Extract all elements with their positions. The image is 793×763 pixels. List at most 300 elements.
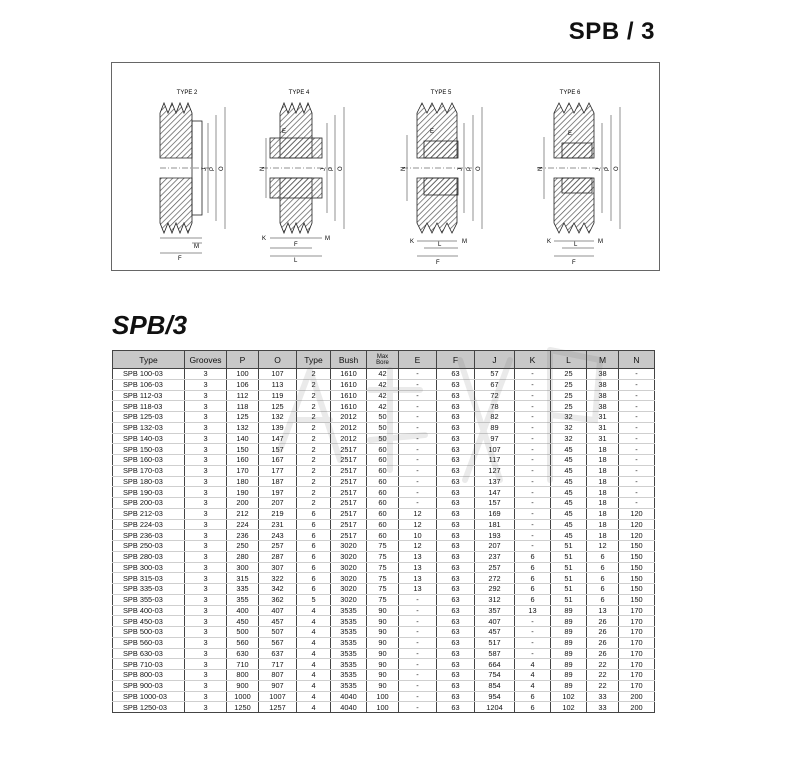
cell-e: - <box>399 670 437 681</box>
cell-n: - <box>619 433 655 444</box>
cell-drawing-type: 2 <box>297 369 331 380</box>
cell-e: - <box>399 412 437 423</box>
cell-f: 63 <box>437 648 475 659</box>
cell-l: 51 <box>551 551 587 562</box>
cell-type: SPB 180-03 <box>113 476 185 487</box>
cell-j: 169 <box>475 508 515 519</box>
table-row <box>113 412 655 423</box>
cell-grooves: 3 <box>185 433 227 444</box>
cell-grooves: 3 <box>185 541 227 552</box>
cell-n: 150 <box>619 573 655 584</box>
cell-o: 1007 <box>259 691 297 702</box>
cell-grooves: 3 <box>185 627 227 638</box>
cell-f: 63 <box>437 412 475 423</box>
cell-p: 560 <box>227 637 259 648</box>
cell-type: SPB 900-03 <box>113 680 185 691</box>
cell-k: - <box>515 648 551 659</box>
cell-k: - <box>515 422 551 433</box>
cell-l: 32 <box>551 412 587 423</box>
cell-e: - <box>399 476 437 487</box>
cell-m: 38 <box>587 390 619 401</box>
cell-f: 63 <box>437 487 475 498</box>
cell-type: SPB 100-03 <box>113 369 185 380</box>
cell-max-bore: 60 <box>367 498 399 509</box>
cell-max-bore: 42 <box>367 401 399 412</box>
cell-e: - <box>399 455 437 466</box>
col-header-m: M <box>587 351 619 369</box>
cell-max-bore: 90 <box>367 616 399 627</box>
cell-n: - <box>619 498 655 509</box>
type6-dim-p: P <box>605 166 611 171</box>
type4-dim-n: N <box>260 166 266 171</box>
cell-f: 63 <box>437 670 475 681</box>
cell-o: 125 <box>259 401 297 412</box>
table-row <box>113 702 655 713</box>
cell-l: 25 <box>551 379 587 390</box>
cell-drawing-type: 6 <box>297 530 331 541</box>
table-row <box>113 594 655 605</box>
spec-table <box>112 350 655 713</box>
cell-max-bore: 75 <box>367 541 399 552</box>
cell-grooves: 3 <box>185 476 227 487</box>
cell-m: 38 <box>587 401 619 412</box>
cell-k: - <box>515 401 551 412</box>
cell-m: 33 <box>587 691 619 702</box>
cell-m: 18 <box>587 455 619 466</box>
type6-dim-m: M <box>598 239 603 245</box>
cell-e: - <box>399 390 437 401</box>
cell-k: 6 <box>515 551 551 562</box>
max-bore-line2: Bore <box>376 359 389 366</box>
cell-f: 63 <box>437 530 475 541</box>
cell-k: 6 <box>515 584 551 595</box>
cell-p: 125 <box>227 412 259 423</box>
cell-type: SPB 280-03 <box>113 551 185 562</box>
cell-n: - <box>619 422 655 433</box>
cell-max-bore: 75 <box>367 573 399 584</box>
cell-max-bore: 42 <box>367 379 399 390</box>
cell-j: 67 <box>475 379 515 390</box>
cell-bush: 2517 <box>331 519 367 530</box>
cell-grooves: 3 <box>185 584 227 595</box>
cell-o: 567 <box>259 637 297 648</box>
cell-n: 170 <box>619 637 655 648</box>
type6-dim-k: K <box>547 239 552 245</box>
cell-n: 150 <box>619 551 655 562</box>
cell-m: 6 <box>587 573 619 584</box>
table-row <box>113 369 655 380</box>
table-row <box>113 648 655 659</box>
cell-f: 63 <box>437 702 475 713</box>
cell-o: 147 <box>259 433 297 444</box>
cell-e: - <box>399 659 437 670</box>
type5-dim-k: K <box>410 239 415 245</box>
cell-bush: 1610 <box>331 390 367 401</box>
cell-p: 300 <box>227 562 259 573</box>
cell-j: 137 <box>475 476 515 487</box>
cell-j: 312 <box>475 594 515 605</box>
cell-type: SPB 355-03 <box>113 594 185 605</box>
cell-p: 200 <box>227 498 259 509</box>
cell-o: 177 <box>259 465 297 476</box>
cell-e: - <box>399 401 437 412</box>
cell-max-bore: 60 <box>367 508 399 519</box>
cell-f: 63 <box>437 519 475 530</box>
cell-n: 170 <box>619 680 655 691</box>
cell-k: - <box>515 465 551 476</box>
cell-drawing-type: 6 <box>297 573 331 584</box>
cell-o: 637 <box>259 648 297 659</box>
table-row <box>113 541 655 552</box>
cell-max-bore: 42 <box>367 390 399 401</box>
cell-j: 107 <box>475 444 515 455</box>
cell-e: - <box>399 702 437 713</box>
cell-p: 236 <box>227 530 259 541</box>
cell-k: - <box>515 519 551 530</box>
cell-max-bore: 90 <box>367 648 399 659</box>
cell-drawing-type: 2 <box>297 487 331 498</box>
cell-o: 119 <box>259 390 297 401</box>
cell-f: 63 <box>437 691 475 702</box>
type4-dim-o: O <box>338 166 344 171</box>
cell-o: 407 <box>259 605 297 616</box>
cell-max-bore: 60 <box>367 519 399 530</box>
cell-m: 18 <box>587 444 619 455</box>
cell-grooves: 3 <box>185 498 227 509</box>
cell-o: 167 <box>259 455 297 466</box>
cell-bush: 3535 <box>331 637 367 648</box>
cell-drawing-type: 5 <box>297 594 331 605</box>
type5-dim-f: F <box>436 260 440 266</box>
cell-f: 63 <box>437 476 475 487</box>
cell-f: 63 <box>437 422 475 433</box>
cell-max-bore: 60 <box>367 530 399 541</box>
cell-bush: 2517 <box>331 465 367 476</box>
cell-m: 26 <box>587 627 619 638</box>
table-row <box>113 584 655 595</box>
type2-dim-f: F <box>178 256 182 262</box>
cell-type: SPB 140-03 <box>113 433 185 444</box>
cell-drawing-type: 4 <box>297 637 331 648</box>
table-row <box>113 551 655 562</box>
cell-drawing-type: 4 <box>297 691 331 702</box>
cell-f: 63 <box>437 562 475 573</box>
cell-type: SPB 800-03 <box>113 670 185 681</box>
cell-bush: 2517 <box>331 487 367 498</box>
cell-grooves: 3 <box>185 616 227 627</box>
table-row <box>113 637 655 648</box>
cell-bush: 4040 <box>331 691 367 702</box>
cell-k: 6 <box>515 573 551 584</box>
table-row <box>113 455 655 466</box>
type6-dim-j: J <box>596 168 602 171</box>
cell-l: 32 <box>551 433 587 444</box>
type4-dim-p: P <box>329 166 335 171</box>
cell-l: 89 <box>551 670 587 681</box>
cell-l: 51 <box>551 562 587 573</box>
col-header-type: Type <box>113 351 185 369</box>
cell-grooves: 3 <box>185 594 227 605</box>
cell-m: 18 <box>587 498 619 509</box>
cell-drawing-type: 6 <box>297 519 331 530</box>
cell-m: 6 <box>587 551 619 562</box>
cell-j: 272 <box>475 573 515 584</box>
cell-l: 89 <box>551 605 587 616</box>
cell-bush: 2012 <box>331 412 367 423</box>
cell-k: - <box>515 455 551 466</box>
type5-dim-m: M <box>462 239 467 245</box>
cell-l: 32 <box>551 422 587 433</box>
cell-p: 500 <box>227 627 259 638</box>
cell-type: SPB 190-03 <box>113 487 185 498</box>
type4-dim-e: E <box>282 129 287 135</box>
cell-j: 82 <box>475 412 515 423</box>
cell-bush: 3535 <box>331 670 367 681</box>
cell-k: - <box>515 412 551 423</box>
col-header-k: K <box>515 351 551 369</box>
cell-k: 6 <box>515 691 551 702</box>
cell-f: 63 <box>437 605 475 616</box>
cell-type: SPB 300-03 <box>113 562 185 573</box>
cell-grooves: 3 <box>185 487 227 498</box>
cell-m: 12 <box>587 541 619 552</box>
cell-grooves: 3 <box>185 573 227 584</box>
cell-p: 450 <box>227 616 259 627</box>
cell-m: 38 <box>587 369 619 380</box>
cell-f: 63 <box>437 444 475 455</box>
cell-j: 117 <box>475 455 515 466</box>
type4-drawing <box>260 90 344 264</box>
cell-type: SPB 212-03 <box>113 508 185 519</box>
cell-j: 147 <box>475 487 515 498</box>
cell-m: 22 <box>587 659 619 670</box>
cell-o: 507 <box>259 627 297 638</box>
cell-n: - <box>619 444 655 455</box>
table-row <box>113 691 655 702</box>
cell-l: 51 <box>551 594 587 605</box>
cell-n: 150 <box>619 594 655 605</box>
type5-dim-l: L <box>438 242 442 248</box>
cell-grooves: 3 <box>185 412 227 423</box>
cell-drawing-type: 2 <box>297 379 331 390</box>
cell-m: 26 <box>587 616 619 627</box>
cell-e: - <box>399 433 437 444</box>
cell-drawing-type: 4 <box>297 680 331 691</box>
cell-type: SPB 710-03 <box>113 659 185 670</box>
cell-o: 287 <box>259 551 297 562</box>
cell-o: 113 <box>259 379 297 390</box>
cell-j: 1204 <box>475 702 515 713</box>
cell-e: 13 <box>399 573 437 584</box>
cell-type: SPB 1000-03 <box>113 691 185 702</box>
type5-dim-e: E <box>430 129 435 135</box>
cell-p: 170 <box>227 465 259 476</box>
cell-bush: 3535 <box>331 605 367 616</box>
cell-p: 630 <box>227 648 259 659</box>
cell-n: 120 <box>619 508 655 519</box>
cell-o: 257 <box>259 541 297 552</box>
table-row <box>113 465 655 476</box>
table-row <box>113 476 655 487</box>
table-row <box>113 519 655 530</box>
cell-type: SPB 236-03 <box>113 530 185 541</box>
cell-l: 51 <box>551 541 587 552</box>
cell-p: 1250 <box>227 702 259 713</box>
cell-grooves: 3 <box>185 551 227 562</box>
cell-bush: 2517 <box>331 444 367 455</box>
cell-l: 25 <box>551 369 587 380</box>
cell-p: 140 <box>227 433 259 444</box>
cell-grooves: 3 <box>185 422 227 433</box>
cell-l: 89 <box>551 680 587 691</box>
cell-e: 13 <box>399 562 437 573</box>
cell-l: 45 <box>551 476 587 487</box>
cell-bush: 2517 <box>331 498 367 509</box>
cell-p: 900 <box>227 680 259 691</box>
page-title: SPB / 3 <box>568 18 655 45</box>
cell-n: - <box>619 476 655 487</box>
table-row <box>113 498 655 509</box>
cell-e: 12 <box>399 519 437 530</box>
cell-e: - <box>399 605 437 616</box>
cell-o: 243 <box>259 530 297 541</box>
cell-j: 257 <box>475 562 515 573</box>
cell-n: - <box>619 412 655 423</box>
cell-drawing-type: 6 <box>297 541 331 552</box>
type2-label: TYPE 2 <box>176 90 198 96</box>
table-row <box>113 659 655 670</box>
pulley-drawings <box>112 63 659 270</box>
cell-bush: 3535 <box>331 616 367 627</box>
type4-dim-m: M <box>325 236 330 242</box>
type6-dim-o: O <box>614 166 620 171</box>
col-header-e: E <box>399 351 437 369</box>
col-header-p: P <box>227 351 259 369</box>
cell-n: 170 <box>619 616 655 627</box>
cell-max-bore: 50 <box>367 422 399 433</box>
type6-label: TYPE 6 <box>559 90 581 96</box>
cell-p: 212 <box>227 508 259 519</box>
type5-drawing <box>401 90 482 266</box>
cell-drawing-type: 6 <box>297 551 331 562</box>
cell-drawing-type: 2 <box>297 476 331 487</box>
cell-p: 315 <box>227 573 259 584</box>
cell-m: 18 <box>587 508 619 519</box>
cell-n: - <box>619 401 655 412</box>
table-body <box>113 369 655 713</box>
cell-o: 717 <box>259 659 297 670</box>
cell-f: 63 <box>437 637 475 648</box>
table-header-row <box>113 351 655 369</box>
cell-l: 45 <box>551 498 587 509</box>
cell-f: 63 <box>437 659 475 670</box>
cell-o: 907 <box>259 680 297 691</box>
type6-dim-f: F <box>572 260 576 266</box>
table-row <box>113 422 655 433</box>
cell-n: 200 <box>619 691 655 702</box>
cell-o: 157 <box>259 444 297 455</box>
cell-l: 25 <box>551 401 587 412</box>
cell-m: 6 <box>587 594 619 605</box>
cell-m: 6 <box>587 584 619 595</box>
cell-max-bore: 60 <box>367 455 399 466</box>
cell-m: 18 <box>587 487 619 498</box>
cell-e: 13 <box>399 551 437 562</box>
cell-j: 127 <box>475 465 515 476</box>
cell-m: 31 <box>587 433 619 444</box>
cell-p: 150 <box>227 444 259 455</box>
cell-e: - <box>399 616 437 627</box>
type6-dim-n: N <box>538 166 544 171</box>
cell-f: 63 <box>437 465 475 476</box>
cell-n: - <box>619 369 655 380</box>
type5-dim-o: O <box>476 166 482 171</box>
section-title: SPB/3 <box>112 310 188 340</box>
col-header-j: J <box>475 351 515 369</box>
col-header-n: N <box>619 351 655 369</box>
cell-p: 280 <box>227 551 259 562</box>
type4-dim-l: L <box>294 258 298 264</box>
cell-f: 63 <box>437 379 475 390</box>
cell-drawing-type: 2 <box>297 444 331 455</box>
cell-e: - <box>399 637 437 648</box>
cell-l: 89 <box>551 648 587 659</box>
cell-n: 120 <box>619 530 655 541</box>
cell-l: 45 <box>551 508 587 519</box>
type4-label: TYPE 4 <box>288 90 310 96</box>
col-header-l: L <box>551 351 587 369</box>
cell-j: 157 <box>475 498 515 509</box>
cell-max-bore: 100 <box>367 691 399 702</box>
cell-k: - <box>515 627 551 638</box>
cell-grooves: 3 <box>185 605 227 616</box>
cell-max-bore: 75 <box>367 594 399 605</box>
table-row <box>113 390 655 401</box>
cell-f: 63 <box>437 401 475 412</box>
cell-bush: 3535 <box>331 659 367 670</box>
cell-l: 45 <box>551 465 587 476</box>
cell-k: - <box>515 508 551 519</box>
type2-dim-o: O <box>219 166 225 171</box>
cell-o: 307 <box>259 562 297 573</box>
cell-f: 63 <box>437 616 475 627</box>
cell-p: 1000 <box>227 691 259 702</box>
type4-dim-j: J <box>321 168 327 171</box>
cell-e: - <box>399 594 437 605</box>
cell-f: 63 <box>437 551 475 562</box>
cell-max-bore: 90 <box>367 627 399 638</box>
cell-bush: 3020 <box>331 594 367 605</box>
cell-bush: 2517 <box>331 455 367 466</box>
cell-k: - <box>515 498 551 509</box>
cell-l: 89 <box>551 659 587 670</box>
cell-m: 13 <box>587 605 619 616</box>
cell-max-bore: 90 <box>367 670 399 681</box>
cell-drawing-type: 2 <box>297 455 331 466</box>
cell-k: 6 <box>515 702 551 713</box>
cell-grooves: 3 <box>185 379 227 390</box>
cell-max-bore: 60 <box>367 444 399 455</box>
cell-f: 63 <box>437 541 475 552</box>
cell-grooves: 3 <box>185 508 227 519</box>
cell-bush: 1610 <box>331 401 367 412</box>
col-header-max-bore <box>367 351 399 369</box>
cell-grooves: 3 <box>185 530 227 541</box>
cell-e: - <box>399 627 437 638</box>
cell-j: 517 <box>475 637 515 648</box>
cell-k: 4 <box>515 680 551 691</box>
cell-o: 322 <box>259 573 297 584</box>
